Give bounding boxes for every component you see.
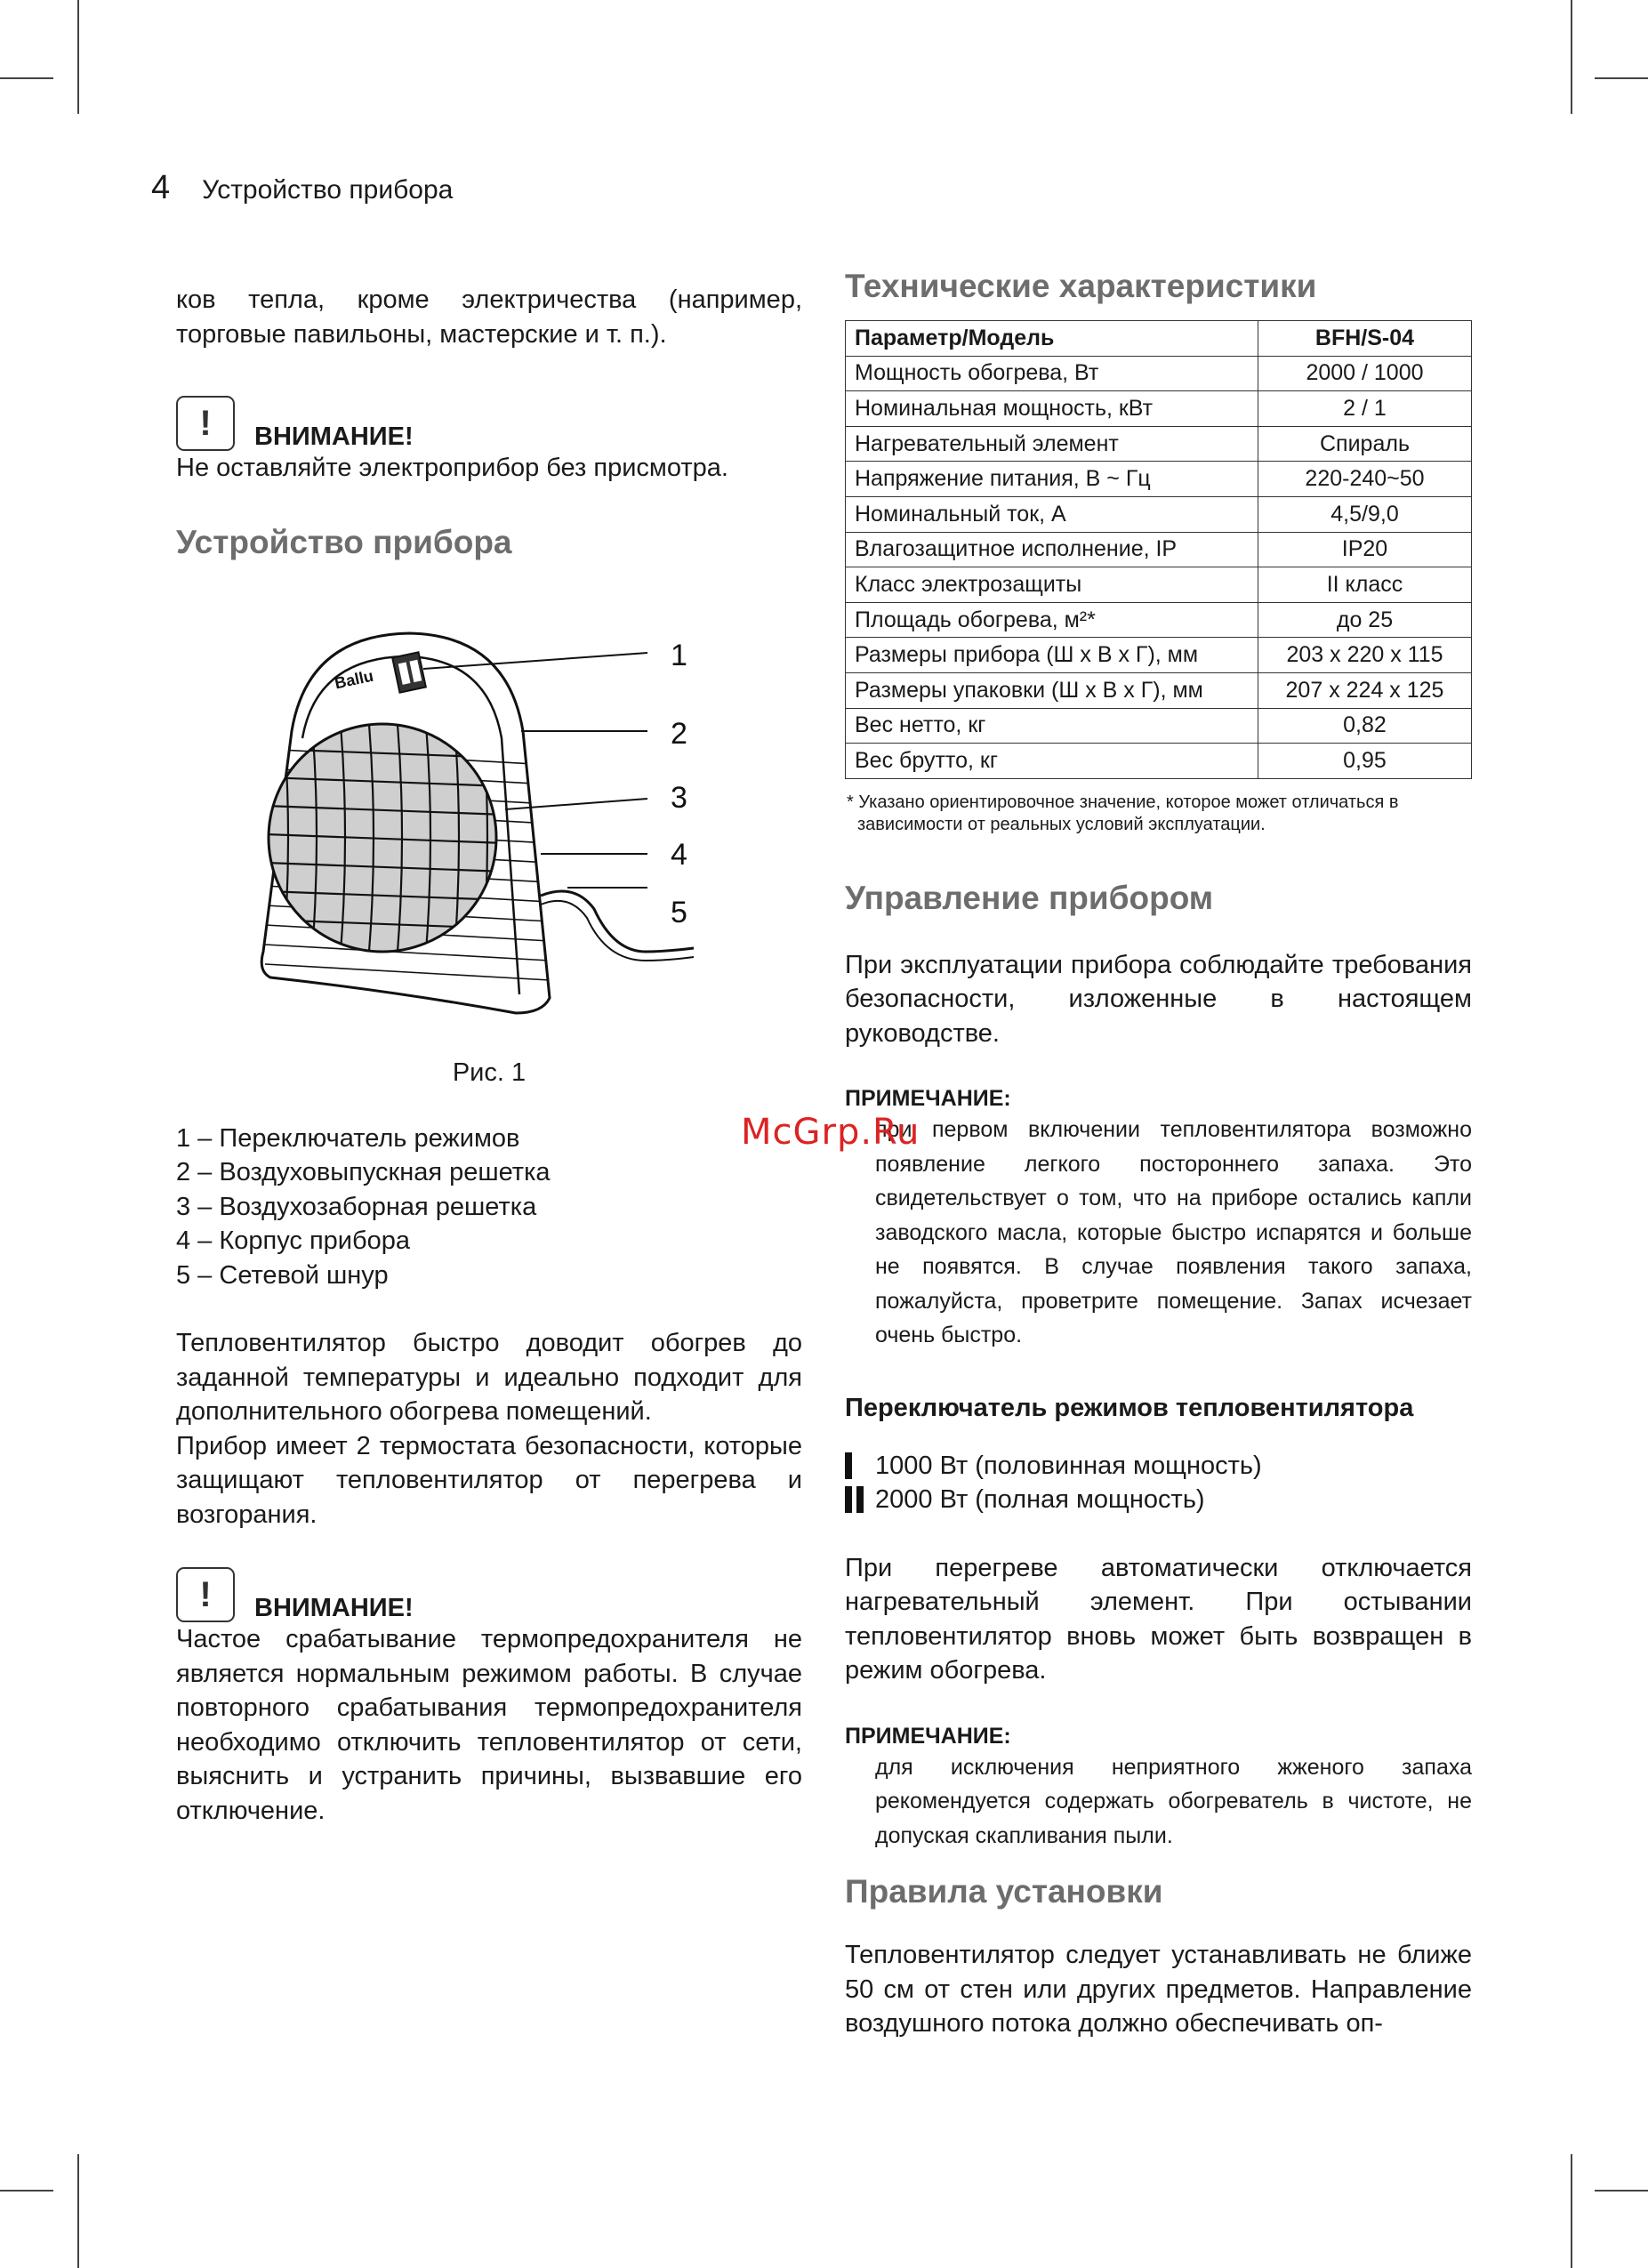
table-row	[846, 391, 1472, 427]
thermostat-paragraph: Прибор имеет 2 термостата безопасности, которые защищают тепловентилятор от перегрева и возгорания.	[176, 1431, 802, 1529]
mode-label: 2000 Вт (полная мощность)	[875, 1485, 1205, 1515]
param-cell: Влагозащитное исполнение, IP	[846, 532, 1258, 567]
table-row	[846, 496, 1472, 532]
page-header	[151, 169, 453, 208]
section-heading: Управление прибором	[845, 879, 1214, 916]
callout-2: 2	[671, 716, 687, 751]
warning-text: Не оставляйте электроприбор без присмотра.	[176, 454, 728, 482]
watermark: McGrp.Ru	[741, 1112, 920, 1153]
note-label: ПРИМЕЧАНИЕ:	[845, 1723, 1011, 1749]
warning-block	[176, 396, 802, 451]
value-cell: до 25	[1258, 602, 1472, 638]
crop-mark	[1595, 77, 1648, 79]
overheat-paragraph: При перегреве автоматически отключается нагревательный элемент. При остывании тепловентилятор вновь может быть возвращен в режим обогрева.	[845, 1553, 1472, 1685]
mode-full-power	[845, 1483, 1472, 1517]
table-row	[846, 532, 1472, 567]
crop-mark	[1571, 2154, 1572, 2268]
section-heading: Устройство прибора	[176, 523, 512, 560]
intro-paragraph: ков тепла, кроме электричества (например, торговые павильоны, мастерские и т. п.).	[176, 286, 802, 349]
param-cell: Класс электрозащиты	[846, 567, 1258, 603]
figure-caption: Рис. 1	[452, 1058, 527, 1087]
list-item: 3 – Воздухозаборная решетка	[176, 1192, 537, 1221]
install-paragraph: Тепловентилятор следует устанавливать не ближе 50 см от стен или других предметов. Направление воздушного потока должно обеспечивать оп-	[845, 1941, 1472, 2039]
crop-mark	[77, 0, 79, 114]
crop-mark	[1595, 2190, 1648, 2192]
callout-5: 5	[671, 895, 687, 929]
callout-4: 4	[671, 837, 687, 872]
mode-list	[845, 1449, 1472, 1517]
crop-mark	[0, 2190, 53, 2192]
param-cell: Размеры прибора (Ш x В x Г), мм	[846, 638, 1258, 673]
table-row	[846, 462, 1472, 497]
exclamation-icon: !	[176, 1567, 235, 1622]
value-cell: 207 x 224 x 125	[1258, 672, 1472, 708]
page-number: 4	[151, 169, 171, 206]
warning-title: ВНИМАНИЕ!	[254, 1594, 414, 1622]
warning-title: ВНИМАНИЕ!	[254, 422, 414, 451]
table-row	[846, 602, 1472, 638]
column-header: Параметр/Модель	[846, 321, 1258, 357]
section-heading: Правила установки	[845, 1873, 1163, 1910]
value-cell: II класс	[1258, 567, 1472, 603]
value-cell: 0,82	[1258, 708, 1472, 744]
mode-label: 1000 Вт (половинная мощность)	[875, 1451, 1262, 1480]
table-row	[846, 672, 1472, 708]
value-cell: 2 / 1	[1258, 391, 1472, 427]
callout-1: 1	[671, 638, 687, 672]
heater-figure	[176, 615, 802, 1051]
switch-subheading: Переключатель режимов тепловентилятора	[845, 1393, 1414, 1422]
fan-heater-illustration	[176, 615, 802, 1051]
param-cell: Напряжение питания, В ~ Гц	[846, 462, 1258, 497]
section-heading: Технические характеристики	[845, 268, 1317, 304]
value-cell: IP20	[1258, 532, 1472, 567]
exclamation-icon: !	[176, 396, 235, 451]
param-cell: Нагревательный элемент	[846, 426, 1258, 462]
param-cell: Размеры упаковки (Ш x В x Г), мм	[846, 672, 1258, 708]
control-paragraph: При эксплуатации прибора соблюдайте требования безопасности, изложенные в настоящем руководстве.	[845, 950, 1472, 1048]
table-row	[846, 708, 1472, 744]
value-cell: 220-240~50	[1258, 462, 1472, 497]
list-item: 1 – Переключатель режимов	[176, 1123, 520, 1153]
param-cell: Номинальный ток, А	[846, 496, 1258, 532]
table-row	[846, 744, 1472, 779]
note-text: для исключения неприятного жженого запаха рекомендуется содержать обогреватель в чистоте, не допуская скапливания пыли.	[875, 1754, 1472, 1848]
brand-logo: Ballu	[333, 666, 375, 692]
param-cell: Площадь обогрева, м²*	[846, 602, 1258, 638]
table-row	[846, 356, 1472, 391]
table-row	[846, 426, 1472, 462]
specs-table	[845, 320, 1472, 779]
left-column	[176, 283, 802, 1828]
value-cell: 4,5/9,0	[1258, 496, 1472, 532]
crop-mark	[0, 77, 53, 79]
callout-3: 3	[671, 780, 687, 815]
list-item: 4 – Корпус прибора	[176, 1226, 410, 1255]
param-cell: Вес нетто, кг	[846, 708, 1258, 744]
table-row	[846, 638, 1472, 673]
table-footnote: * Указано ориентировочное значение, которое может отличаться в зависимости от реальных условий эксплуатации.	[847, 792, 1399, 834]
crop-mark	[77, 2154, 79, 2268]
param-cell: Вес брутто, кг	[846, 744, 1258, 779]
single-bar-icon	[845, 1452, 875, 1479]
warning-text: Частое срабатывание термопредохранителя не является нормальным режимом работы. В случае повторного срабатывания термопредохранителя необходимо отключить тепловентилятор от сети, выяснить и устранить причины, вызвавшие его отключение.	[176, 1625, 802, 1825]
note-text: при первом включении тепловентилятора возможно появление легкого постороннего запаха. Это свидетельствует о том, что на приборе остались капли заводского масла, которые быстро испарятся и больше не появятся. В случае появления такого запаха, пожалуйста, проветрите помещение. Запах исчезает очень быстро.	[875, 1117, 1472, 1348]
crop-mark	[1571, 0, 1572, 114]
param-cell: Мощность обогрева, Вт	[846, 356, 1258, 391]
description-paragraph: Тепловентилятор быстро доводит обогрев до заданной температуры и идеально подходит для дополнительного обогрева помещений.	[176, 1329, 802, 1426]
note-label: ПРИМЕЧАНИЕ:	[845, 1086, 1011, 1112]
double-bar-icon	[845, 1486, 875, 1513]
value-cell: 203 x 220 x 115	[1258, 638, 1472, 673]
running-title: Устройство прибора	[202, 175, 454, 205]
param-cell: Номинальная мощность, кВт	[846, 391, 1258, 427]
column-header: BFH/S-04	[1258, 321, 1472, 357]
mode-half-power	[845, 1449, 1472, 1484]
list-item: 2 – Воздуховыпускная решетка	[176, 1158, 551, 1186]
table-row	[846, 567, 1472, 603]
value-cell: 2000 / 1000	[1258, 356, 1472, 391]
right-column	[845, 267, 1472, 2041]
value-cell: 0,95	[1258, 744, 1472, 779]
table-header-row	[846, 321, 1472, 357]
list-item: 5 – Сетевой шнур	[176, 1260, 389, 1290]
value-cell: Спираль	[1258, 426, 1472, 462]
legend-list	[176, 1122, 802, 1293]
warning-block	[176, 1567, 802, 1622]
